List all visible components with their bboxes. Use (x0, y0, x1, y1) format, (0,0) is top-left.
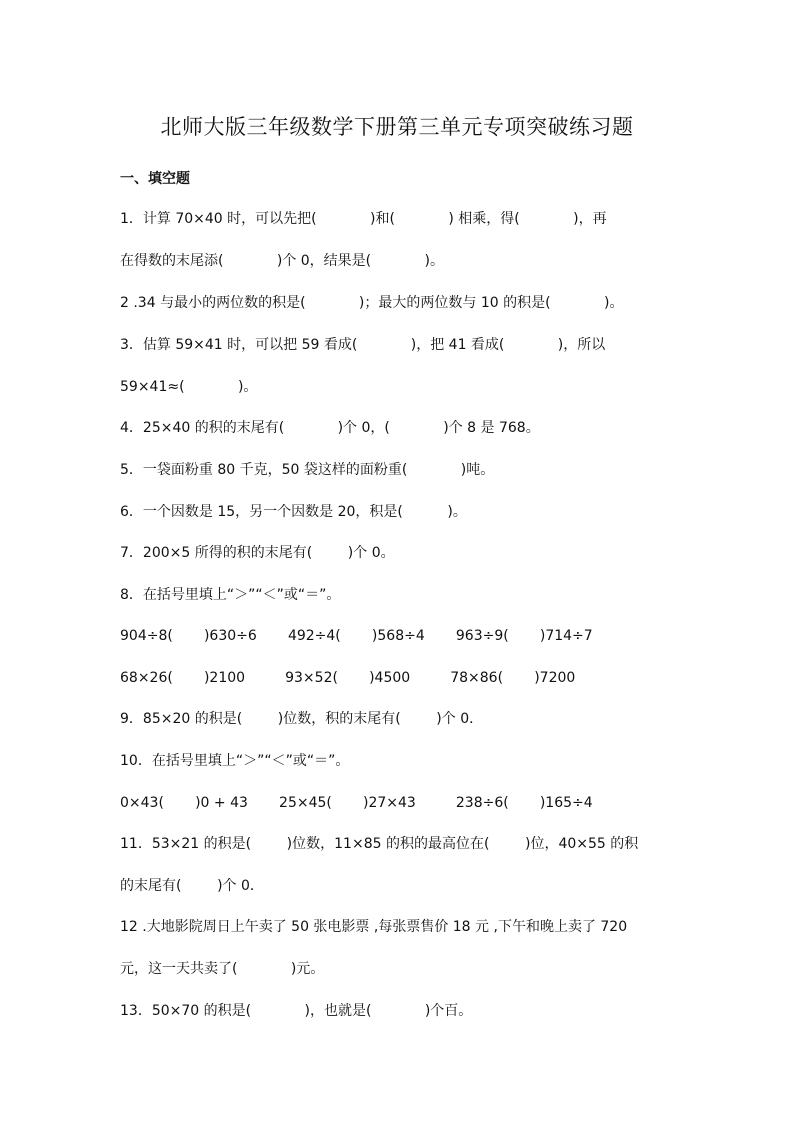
question-line: 59×41≈( )。 (120, 379, 258, 395)
question-line: 904÷8( )630÷6 492÷4( )568÷4 963÷9( )714÷7 (120, 628, 593, 644)
question-line: 13．50×70 的积是( )，也就是( )个百。 (120, 1003, 473, 1019)
question-line: 10．在括号里填上“＞”“＜”或“＝”。 (120, 753, 350, 769)
question-line: 68×26( )2100 93×52( )4500 78×86( )7200 (120, 670, 576, 686)
question-line: 7．200×5 所得的积的末尾有( )个 0。 (120, 545, 395, 561)
question-line: 8．在括号里填上“＞”“＜”或“＝”。 (120, 587, 341, 603)
question-line: 9．85×20 的积是( )位数，积的末尾有( )个 0． (120, 711, 484, 727)
question-line: 2 .34 与最小的两位数的积是( )；最大的两位数与 10 的积是( )。 (120, 295, 624, 311)
page-title: 北师大版三年级数学下册第三单元专项突破练习题 (160, 115, 634, 139)
section-heading: 一、填空题 (120, 171, 190, 187)
question-line: 在得数的末尾添( )个 0，结果是( )。 (120, 253, 445, 269)
question-line: 6．一个因数是 15，另一个因数是 20，积是( )。 (120, 504, 467, 520)
question-line: 5．一袋面粉重 80 千克，50 袋这样的面粉重( )吨。 (120, 462, 495, 478)
question-line: 12 .大地影院周日上午卖了 50 张电影票 ,每张票售价 18 元 ,下午和晚上卖了 720 (120, 919, 628, 935)
question-line: 元，这一天共卖了( )元。 (120, 961, 325, 977)
question-line: 的末尾有( )个 0． (120, 878, 264, 894)
question-line: 4．25×40 的积的末尾有( )个 0，( )个 8 是 768。 (120, 420, 540, 436)
question-line: 1．计算 70×40 时，可以先把( )和( ) 相乘，得( )，再 (120, 211, 607, 227)
question-line: 3．估算 59×41 时，可以把 59 看成( )，把 41 看成( )，所以 (120, 337, 606, 353)
question-line: 11．53×21 的积是( )位数，11×85 的积的最高位在( )位，40×55 的积 (120, 836, 639, 852)
question-line: 0×43( )0 + 43 25×45( )27×43 238÷6( )165÷4 (120, 795, 593, 811)
